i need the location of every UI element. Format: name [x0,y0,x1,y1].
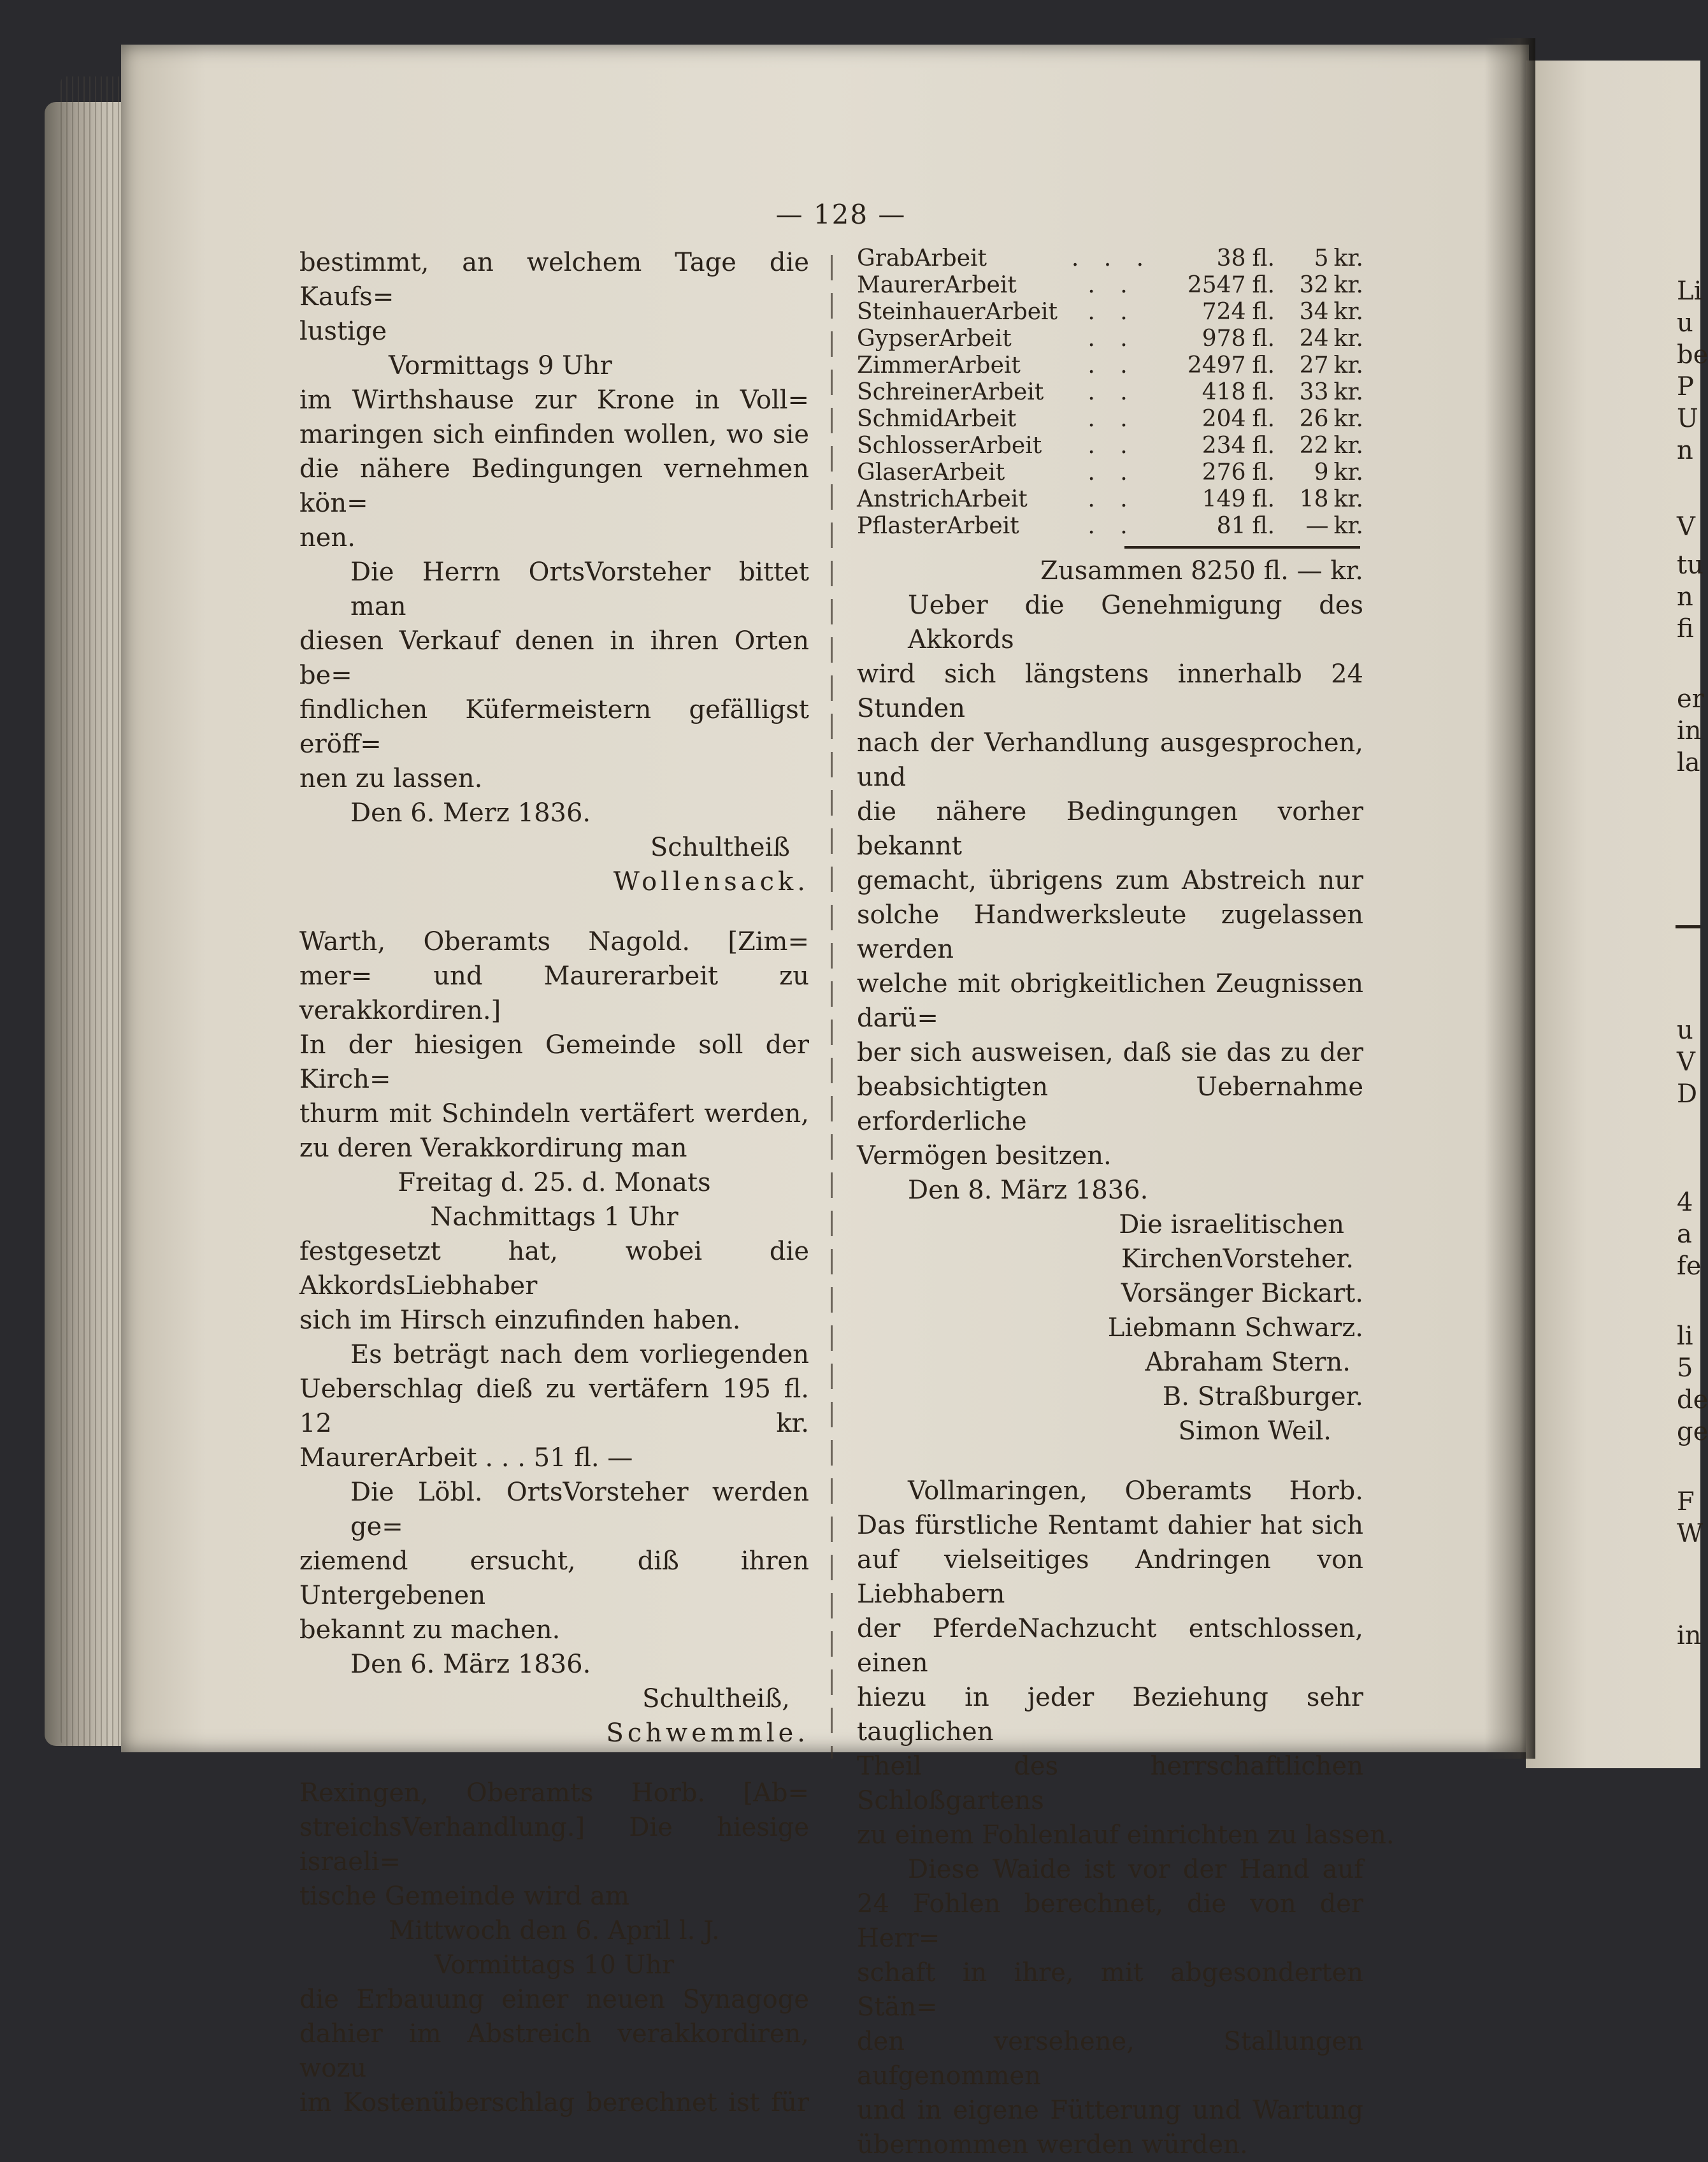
text-line: die nähere Bedingungen vernehmen kön= [299,454,809,518]
amount-kr: 34 [1299,299,1329,325]
day-line: Freitag d. 25. d. Monats [398,1168,711,1197]
cost-row [857,352,1363,379]
unit-fl: fl. [1252,486,1275,512]
signer-title: Schultheiß [650,833,790,862]
text-line: nen zu lassen. [299,764,483,793]
text-line: ber sich ausweisen, daß sie das zu der [857,1038,1363,1067]
facing-page-fragment: in [1677,1621,1702,1650]
unit-kr: kr. [1333,459,1363,486]
leader-dots: . . [1087,433,1137,459]
amount-fl: 204 [1202,406,1246,432]
leader-dots: . . [1087,513,1137,539]
text-line: auf vielseitiges Andringen von Liebhabern [857,1545,1363,1609]
page-number: — 128 — [775,199,907,230]
cost-item: ZimmerArbeit [857,352,1021,378]
cost-item: SchlosserArbeit [857,433,1042,459]
facing-page-fragment: in [1677,716,1702,746]
text-line: tische Gemeinde wird am [299,1882,629,1911]
cost-table [857,245,1363,540]
date-line: Den 6. Merz 1836. [350,798,591,828]
facing-page-fragment: ge [1677,1417,1708,1446]
text-line: schaft in ihre, mit abgesonderten Stän= [857,1958,1363,2022]
unit-kr: kr. [1333,326,1363,352]
text-line: Theil des herrschaftlichen Schloßgartens [857,1752,1363,1815]
book-gutter [1484,38,1535,1759]
cost-row [857,299,1363,326]
amount-fl: 418 [1202,379,1246,405]
total-rule [1124,546,1360,549]
text-line: übernommen werden würden. [857,2130,1248,2159]
text-line: gemacht, übrigens zum Abstreich nur [857,866,1363,895]
amount-kr: 18 [1299,486,1329,512]
text-line: streichsVerhandlung.] Die hiesige israeli= [299,1813,809,1877]
amount-fl: 2497 [1187,352,1246,378]
text-line: lustige [299,317,387,346]
day-line: Mittwoch den 6. April l. J. [389,1916,720,1945]
text-line: Das fürstliche Rentamt dahier hat sich [857,1511,1363,1540]
text-line: Ueberschlag dieß zu vertäfern 195 fl. 12 kr. [299,1374,809,1438]
unit-kr: kr. [1333,513,1363,539]
facing-page-fragment: tu [1677,551,1704,580]
facing-page-fragment: 4 [1677,1188,1693,1217]
signer-line: KirchenVorsteher. [1121,1244,1354,1274]
text-line: Die Löbl. OrtsVorsteher werden ge= [350,1478,809,1541]
amount-kr: 26 [1299,406,1329,432]
text-line: thurm mit Schindeln vertäfert werden, [299,1099,809,1128]
unit-kr: kr. [1333,433,1363,459]
facing-page-fragment: 5 [1677,1353,1693,1383]
text-line: Diese Waide ist vor der Hand auf [908,1855,1363,1884]
unit-kr: kr. [1333,352,1363,378]
cost-row [857,486,1363,513]
unit-fl: fl. [1252,299,1275,325]
amount-kr: 27 [1299,352,1329,378]
amount-kr: — [1305,513,1329,539]
text-line: 24 Fohlen berechnet, die von der Herr= [857,1889,1363,1953]
text-line: findlichen Küfermeistern gefälligst eröff= [299,695,809,759]
text-line: mer= und Maurerarbeit zu verakkordiren.] [299,962,809,1025]
text-line: und in eigene Fütterung und Wartung [857,2096,1363,2125]
text-line: zu einem Fohlenlauf einrichten zu lassen. [857,1820,1395,1850]
leader-dots: . . [1087,352,1137,378]
notice-heading: Rexingen, Oberamts Horb. [Ab= [299,1778,809,1808]
cost-item: SteinhauerArbeit [857,299,1058,325]
unit-kr: kr. [1333,406,1363,432]
text-line: festgesetzt hat, wobei die AkkordsLiebhaber [299,1237,809,1301]
unit-kr: kr. [1333,272,1363,298]
amount-fl: 2547 [1187,272,1246,298]
cost-row [857,379,1363,406]
facing-page-fragment: V [1677,512,1695,542]
amount-kr: 32 [1299,272,1329,298]
facing-page-fragment: V [1677,1048,1695,1077]
text-line: ziemend ersucht, diß ihren Untergebenen [299,1546,809,1610]
spacer [299,899,809,925]
cost-item: GypserArbeit [857,326,1012,352]
amount-kr: 22 [1299,433,1329,459]
date-line: Den 6. März 1836. [350,1650,591,1679]
signer-line: Vorsänger Bickart. [1121,1279,1363,1308]
facing-page-fragment: a [1677,1220,1692,1249]
unit-kr: kr. [1333,299,1363,325]
notice-heading: Warth, Oberamts Nagold. [Zim= [299,927,809,956]
amount-fl: 38 [1216,245,1246,271]
text-line: Die Herrn OrtsVorsteher bittet man [350,558,809,621]
leader-dots: . . [1087,299,1137,325]
text-line: nen. [299,523,355,552]
facing-page-fragment: F [1677,1487,1695,1517]
facing-page-rule [1676,925,1700,928]
amount-fl: 81 [1216,513,1246,539]
leader-dots: . . [1087,406,1137,432]
amount-kr: 24 [1299,326,1329,352]
text-line: Vermögen besitzen. [857,1141,1112,1171]
text-line: welche mit obrigkeitlichen Zeugnissen darü= [857,969,1363,1033]
facing-page-fragment: n [1677,436,1693,465]
leader-dots: . . [1087,486,1137,512]
text-line: MaurerArbeit . . . 51 fl. — [299,1443,633,1473]
cost-row [857,245,1363,272]
facing-page-fragment: W [1677,1519,1704,1548]
text-line: diesen Verkauf denen in ihren Orten be= [299,626,809,690]
cost-item: SchmidArbeit [857,406,1017,432]
unit-fl: fl. [1252,513,1275,539]
text-line: wird sich längstens innerhalb 24 Stunden [857,659,1363,723]
text-line: dahier im Abstreich verakkordiren, wozu [299,2019,809,2083]
signer-line: Simon Weil. [1178,1416,1331,1446]
facing-page-fragment: de [1677,1385,1708,1415]
unit-kr: kr. [1333,245,1363,271]
text-line: nach der Verhandlung ausgesprochen, und [857,728,1363,792]
amount-kr: 5 [1314,245,1329,271]
time-line: Vormittags 9 Uhr [389,351,612,380]
date-line: Den 8. März 1836. [908,1176,1149,1205]
unit-fl: fl. [1252,326,1275,352]
facing-page-fragment: fi [1677,614,1694,644]
amount-fl: 234 [1202,433,1246,459]
cost-row [857,513,1363,540]
facing-page-fragment: er [1677,684,1704,714]
unit-fl: fl. [1252,406,1275,432]
amount-fl: 724 [1202,299,1246,325]
signer-title: Schultheiß, [642,1684,790,1713]
signer-line: Abraham Stern. [1145,1348,1351,1377]
cost-item: PflasterArbeit [857,513,1019,539]
leader-dots: . . . [1071,245,1153,271]
text-line: maringen sich einfinden wollen, wo sie [299,420,809,449]
text-line: solche Handwerksleute zugelassen werden [857,900,1363,964]
amount-fl: 978 [1202,326,1246,352]
facing-page-fragment: be [1677,340,1708,370]
spacer [299,1750,809,1776]
unit-fl: fl. [1252,272,1275,298]
left-column [299,245,809,2120]
facing-page-fragment: li [1677,1322,1693,1351]
text-line: sich im Hirsch einzufinden haben. [299,1306,741,1335]
column-divider [831,255,833,1759]
signer-line: B. Straßburger. [1162,1382,1363,1411]
cost-item: AnstrichArbeit [857,486,1028,512]
leader-dots: . . [1087,379,1137,405]
facing-page-fragment: fe [1677,1251,1702,1281]
cost-item: GrabArbeit [857,245,987,271]
signer-line: Die israelitischen [1119,1210,1344,1239]
facing-page-fragment: u [1677,1016,1693,1045]
total-line: Zusammen 8250 fl. — kr. [1040,556,1363,586]
leader-dots: . . [1087,326,1137,352]
cost-row [857,406,1363,433]
text-line: die nähere Bedingungen vorher bekannt [857,797,1363,861]
signer-name: Wollensack. [613,867,809,897]
facing-page-fragment: D [1677,1079,1698,1109]
facing-page-fragment: Li [1677,277,1702,306]
amount-kr: 9 [1314,459,1329,486]
text-line: Es beträgt nach dem vorliegenden [350,1340,809,1369]
unit-kr: kr. [1333,379,1363,405]
text-line: hiezu in jeder Beziehung sehr tauglichen [857,1683,1363,1747]
text-line: bekannt zu machen. [299,1615,561,1645]
facing-page-fragment: u [1677,308,1693,338]
amount-fl: 276 [1202,459,1246,486]
spacer [857,1448,1363,1474]
unit-fl: fl. [1252,379,1275,405]
text-line: zu deren Verakkordirung man [299,1134,687,1163]
unit-fl: fl. [1252,459,1275,486]
amount-kr: 33 [1299,379,1329,405]
amount-fl: 149 [1202,486,1246,512]
cost-row [857,459,1363,486]
facing-page-fragment: la [1677,748,1700,777]
leader-dots: . . [1087,459,1137,486]
text-line: Ueber die Genehmigung des Akkords [908,591,1363,654]
facing-page-fragment: U [1677,404,1698,433]
right-column [857,245,1395,2162]
signer-line: Liebmann Schwarz. [1107,1313,1363,1343]
time-line: Vormittags 10 Uhr [434,1950,675,1980]
time-line: Nachmittags 1 Uhr [430,1202,678,1232]
right-page-fragment [1526,61,1700,1768]
unit-fl: fl. [1252,352,1275,378]
text-line: beabsichtigten Uebernahme erforderliche [857,1072,1363,1136]
unit-fl: fl. [1252,433,1275,459]
text-line: In der hiesigen Gemeinde soll der Kirch= [299,1030,809,1094]
text-line: bestimmt, an welchem Tage die Kaufs= [299,248,809,312]
leader-dots: . . [1087,272,1137,298]
cost-row [857,272,1363,299]
text-line: den versehene, Stallungen aufgenommen [857,2027,1363,2091]
cost-item: GlaserArbeit [857,459,1005,486]
signer-name: Schwemmle. [606,1719,809,1748]
text-line: die Erbauung einer neuen Synagoge [299,1985,809,2014]
facing-page-fragment: n [1677,582,1693,612]
cost-row [857,326,1363,352]
cost-item: SchreinerArbeit [857,379,1044,405]
text-line: im Wirthshause zur Krone in Voll= [299,386,809,415]
text-line: im Kostenüberschlag berechnet ist für [299,2088,809,2117]
cost-item: MaurerArbeit [857,272,1017,298]
facing-page-fragment: P [1677,372,1694,401]
unit-fl: fl. [1252,245,1275,271]
notice-heading: Vollmaringen, Oberamts Horb. [908,1476,1363,1506]
text-line: der PferdeNachzucht entschlossen, einen [857,1614,1363,1678]
cost-row [857,433,1363,459]
unit-kr: kr. [1333,486,1363,512]
